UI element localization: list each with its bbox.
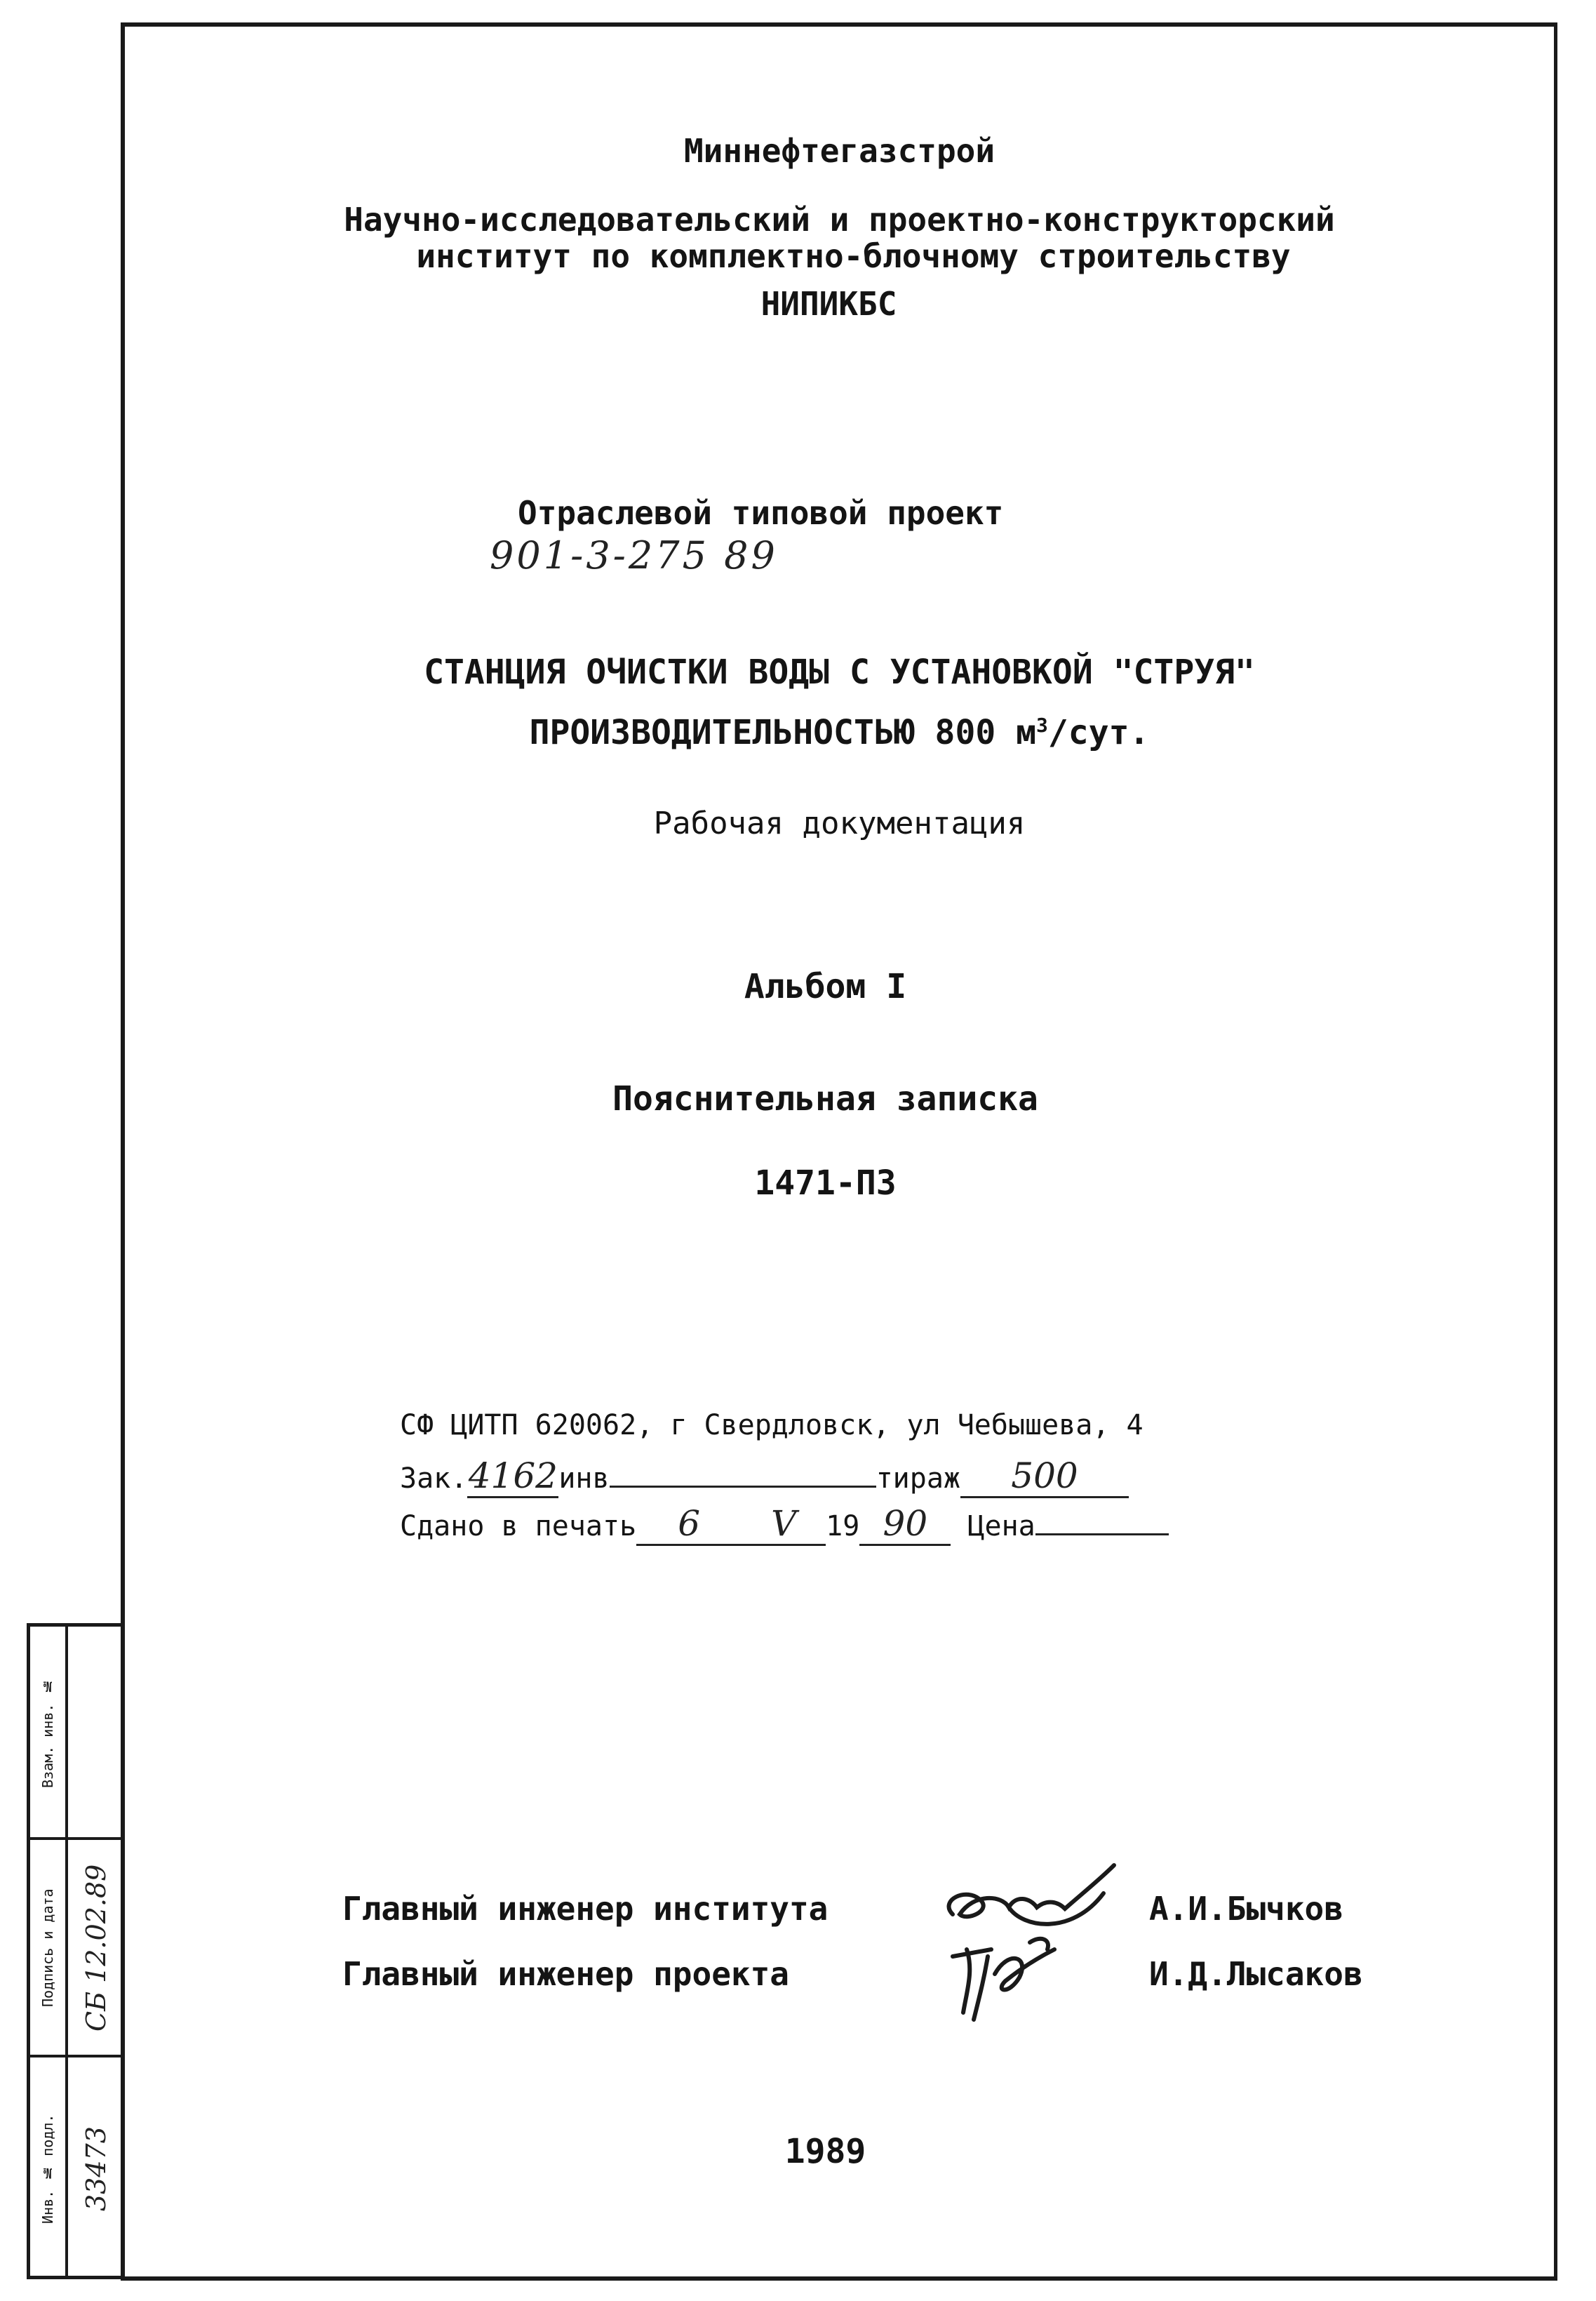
signature-1-icon (949, 1865, 1114, 1924)
stamp-value-original-inv: 33473 (81, 2126, 112, 2212)
handed-year: 90 (859, 1503, 951, 1546)
document-title-line1: СТАНЦИЯ ОЧИСТКИ ВОДЫ С УСТАНОВКОЙ "СТРУЯ" (424, 653, 1255, 692)
institute-abbreviation: НИПИКБС (760, 285, 897, 323)
price (1035, 1533, 1169, 1535)
documentation-kind: Рабочая документация (653, 806, 1026, 841)
institute-name-line2: институт по комплектно-блочному строительству (416, 237, 1291, 275)
inventory-number (610, 1486, 876, 1488)
handed-month: V (742, 1503, 826, 1546)
print-order-row: Зак.4162инв тираж 500 (400, 1455, 1129, 1498)
print-handed-row: Сдано в печать 6 V 19 90 Цена (400, 1503, 1169, 1546)
signature-2-icon (953, 1939, 1054, 2020)
ministry-name: Миннефтегазстрой (683, 132, 995, 170)
signature-name-2: И.Д.Лысаков (1149, 1955, 1363, 1993)
document-title-line2: ПРОИЗВОДИТЕЛЬНОСТЬЮ 800 $м^3$/сут. (529, 713, 1150, 752)
stamp-label-replaced-inv: Взам. инв. № (39, 1678, 56, 1789)
document-code: 1471-ПЗ (754, 1163, 897, 1203)
handwritten-signatures (925, 1851, 1156, 2034)
institute-name-line1: Научно-исследовательский и проектно-конструкторский (344, 201, 1335, 239)
print-run: 500 (960, 1455, 1129, 1498)
signature-role-2: Главный инженер проекта (342, 1955, 789, 1993)
document-frame (121, 22, 1557, 2281)
signature-role-1: Главный инженер института (342, 1890, 829, 1928)
stamp-value-replaced-inv (69, 1632, 123, 1834)
stamp-value-signature-date: СБ 12.02.89 (81, 1864, 112, 2032)
order-number: 4162 (467, 1455, 558, 1498)
print-address: СФ ЦИТП 620062, г Свердловск, ул Чебышева, 4 (400, 1409, 1144, 1441)
project-type-label: Отраслевой типовой проект (518, 494, 1004, 532)
stamp-label-original-inv: Инв. № подл. (39, 2114, 56, 2225)
side-stamp (27, 1623, 122, 2279)
project-number: 901-3-275 89 (490, 533, 778, 578)
publication-year: 1989 (784, 2132, 866, 2171)
stamp-label-signature-date: Подпись и дата (39, 1888, 56, 2008)
album-label: Альбом I (744, 967, 907, 1006)
section-title: Пояснительная записка (612, 1079, 1038, 1119)
signature-name-1: А.И.Бычков (1149, 1890, 1343, 1928)
handed-day: 6 (636, 1503, 742, 1546)
